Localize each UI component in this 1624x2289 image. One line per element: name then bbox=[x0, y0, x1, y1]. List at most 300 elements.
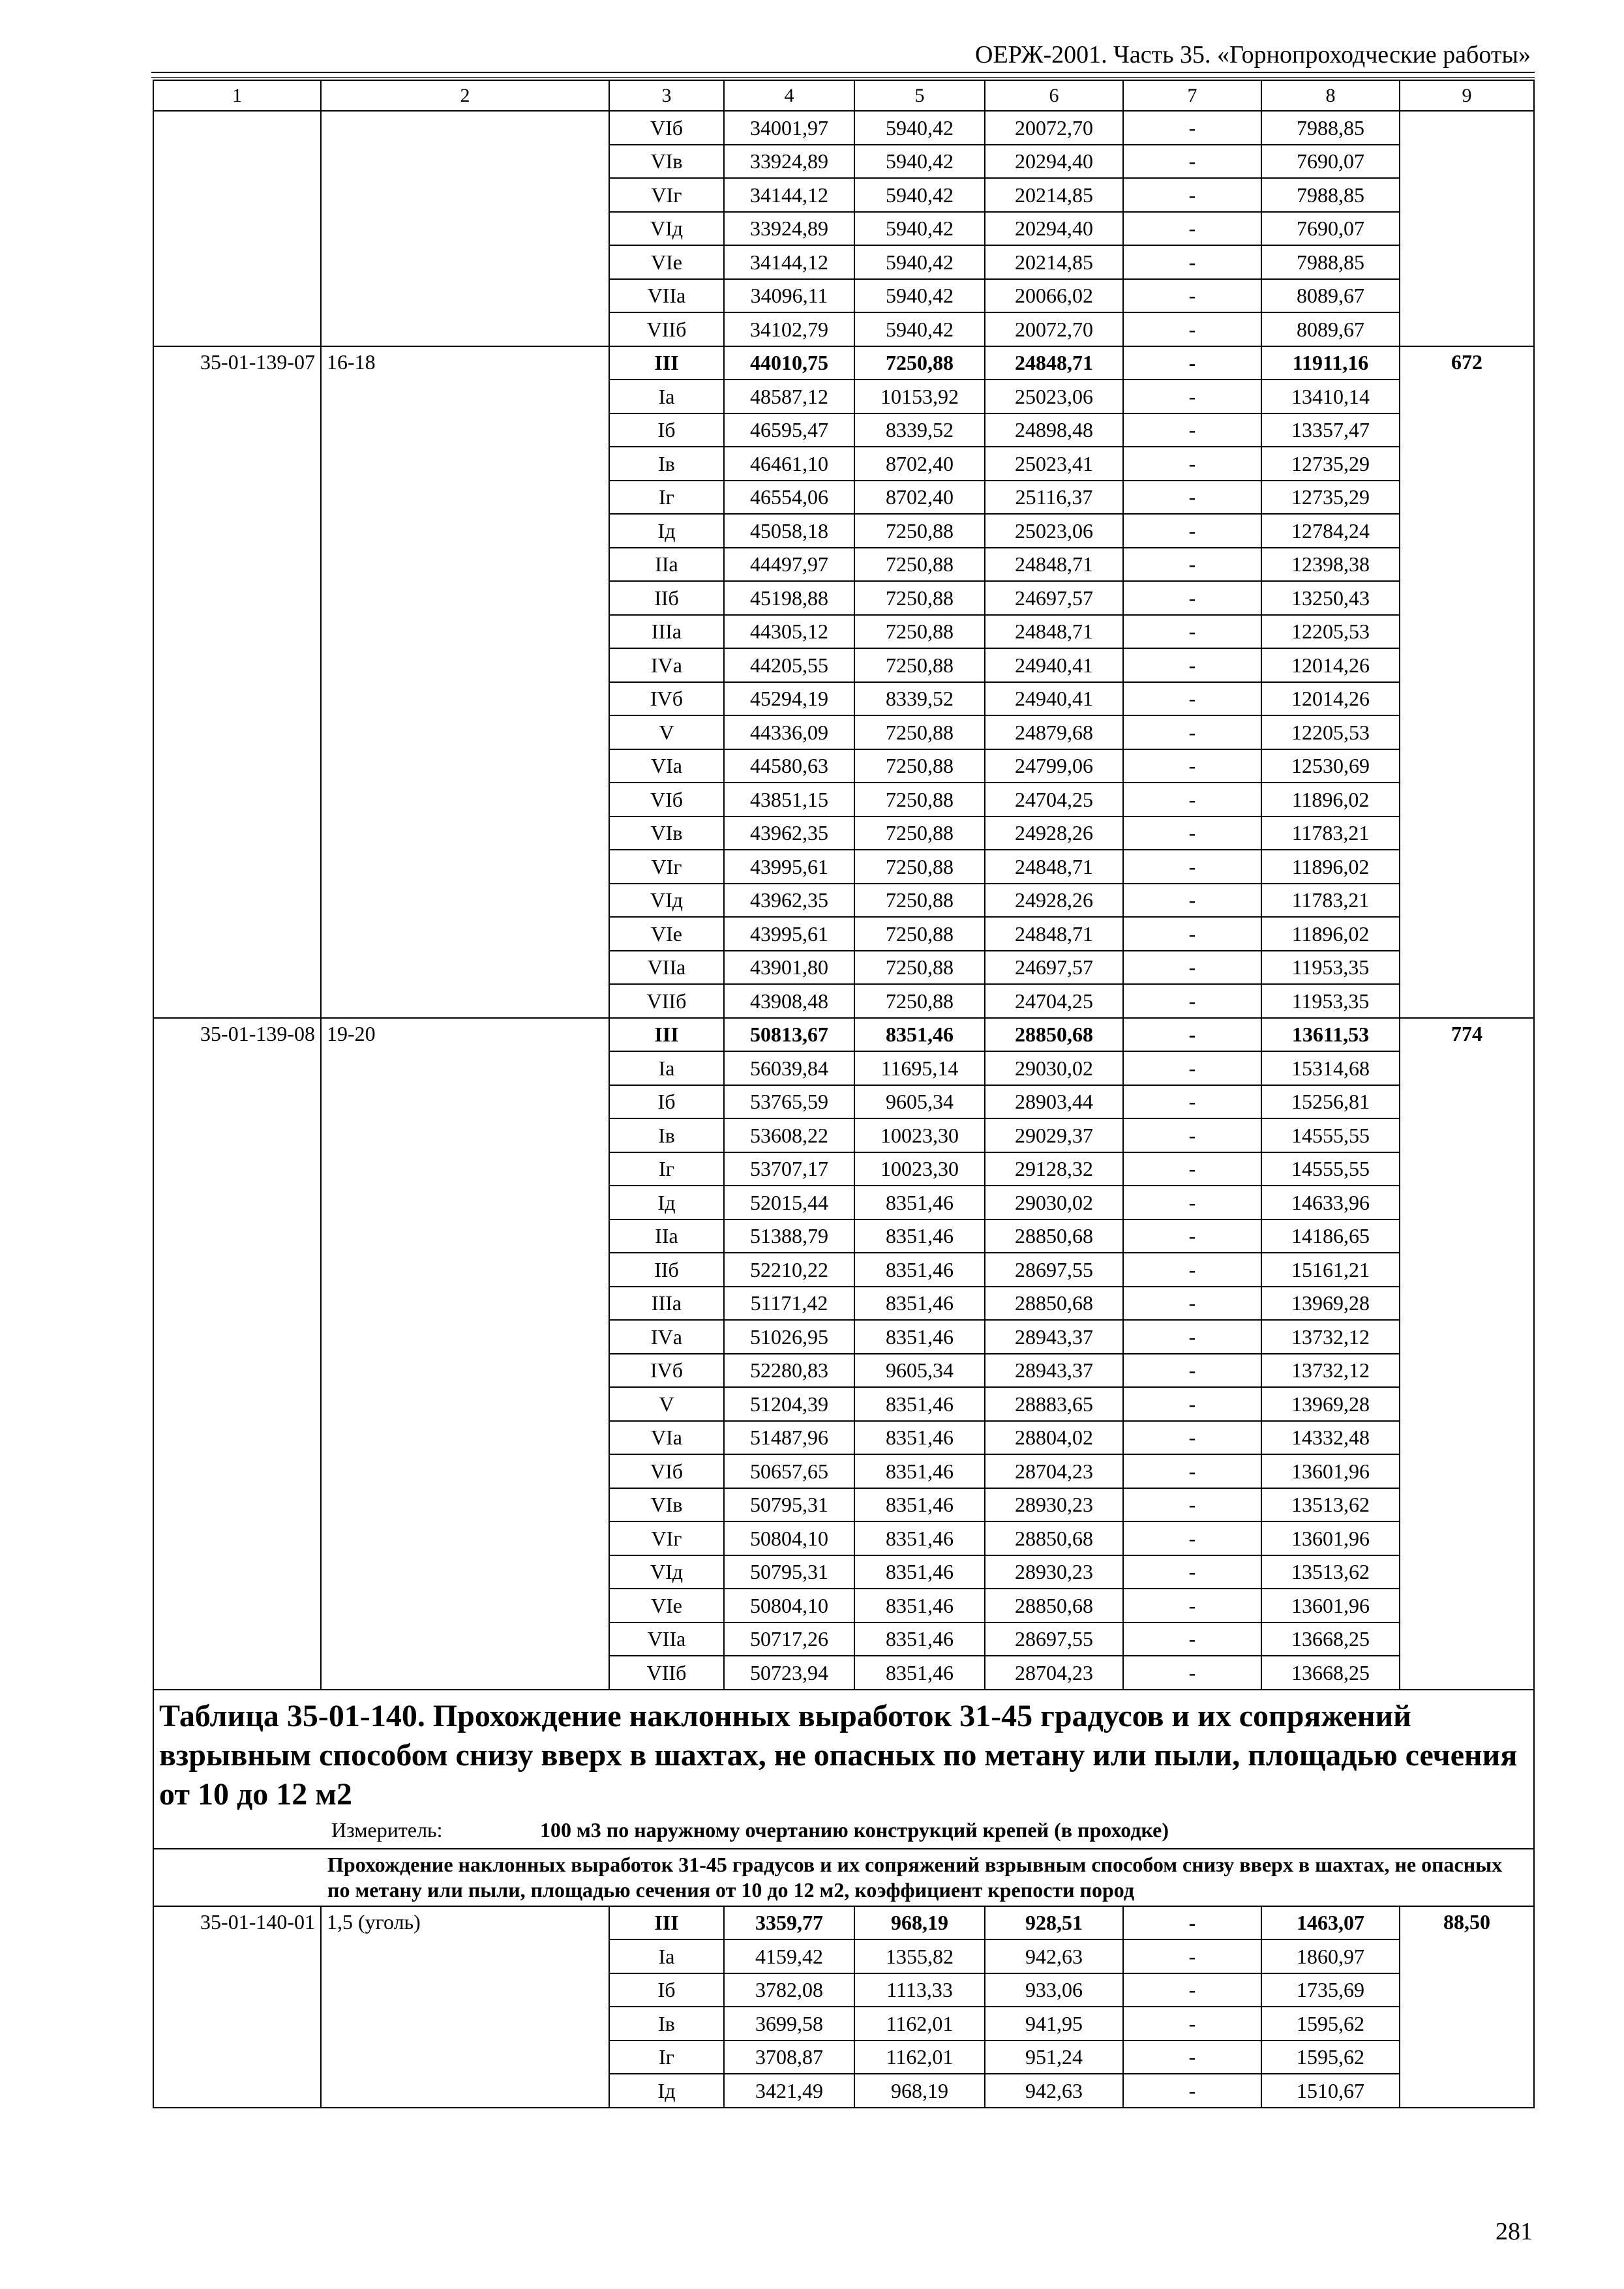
value-cell: 5940,42 bbox=[854, 212, 985, 246]
value-cell: 5940,42 bbox=[854, 178, 985, 212]
column-number: 3 bbox=[609, 80, 724, 111]
region-cell: V bbox=[609, 1387, 724, 1421]
value-cell: - bbox=[1123, 1018, 1261, 1052]
value-cell: 50717,26 bbox=[724, 1623, 854, 1656]
value-cell: 53608,22 bbox=[724, 1118, 854, 1152]
value-cell: - bbox=[1123, 715, 1261, 749]
value-cell: - bbox=[1123, 1287, 1261, 1321]
value-cell: 25023,06 bbox=[985, 514, 1123, 548]
value-cell: - bbox=[1123, 783, 1261, 816]
value-cell: 43962,35 bbox=[724, 816, 854, 850]
value-cell: 933,06 bbox=[985, 1973, 1123, 2007]
price-table bbox=[153, 80, 1535, 2108]
value-cell: 7250,88 bbox=[854, 514, 985, 548]
region-cell: VIIа bbox=[609, 1623, 724, 1656]
value-cell: 3782,08 bbox=[724, 1973, 854, 2007]
value-cell: 8351,46 bbox=[854, 1320, 985, 1354]
value-cell: 24848,71 bbox=[985, 917, 1123, 951]
region-cell: Iв bbox=[609, 1118, 724, 1152]
region-cell: IIа bbox=[609, 1219, 724, 1253]
value-cell: 11896,02 bbox=[1261, 783, 1400, 816]
measure-label: Измеритель: bbox=[331, 1818, 443, 1842]
value-cell: 25023,06 bbox=[985, 380, 1123, 413]
value-cell: 11911,16 bbox=[1261, 346, 1400, 380]
value-cell: 11953,35 bbox=[1261, 951, 1400, 985]
value-cell: 14332,48 bbox=[1261, 1421, 1400, 1455]
value-cell: - bbox=[1123, 749, 1261, 783]
value-cell: 13969,28 bbox=[1261, 1287, 1400, 1321]
rock-condition bbox=[321, 111, 609, 346]
value-cell: 46461,10 bbox=[724, 447, 854, 481]
region-cell: IIIа bbox=[609, 1287, 724, 1321]
value-cell: 28883,65 bbox=[985, 1387, 1123, 1421]
value-cell: 8351,46 bbox=[854, 1186, 985, 1219]
value-cell: 13969,28 bbox=[1261, 1387, 1400, 1421]
value-cell: 7988,85 bbox=[1261, 111, 1400, 145]
value-cell: 24704,25 bbox=[985, 984, 1123, 1018]
value-cell: 44336,09 bbox=[724, 715, 854, 749]
value-cell: 942,63 bbox=[985, 2074, 1123, 2108]
value-cell: 20072,70 bbox=[985, 111, 1123, 145]
value-cell: - bbox=[1123, 984, 1261, 1018]
region-cell: VIб bbox=[609, 111, 724, 145]
value-cell: 44010,75 bbox=[724, 346, 854, 380]
region-cell: VIв bbox=[609, 1488, 724, 1522]
value-cell: 7250,88 bbox=[854, 715, 985, 749]
value-cell: 24848,71 bbox=[985, 850, 1123, 884]
value-cell: 34102,79 bbox=[724, 312, 854, 346]
value-cell: 11953,35 bbox=[1261, 984, 1400, 1018]
rock-condition: 1,5 (уголь) bbox=[321, 1906, 609, 2108]
value-cell: 8351,46 bbox=[854, 1018, 985, 1052]
value-cell: 10023,30 bbox=[854, 1118, 985, 1152]
value-cell: 12530,69 bbox=[1261, 749, 1400, 783]
value-cell: 14555,55 bbox=[1261, 1118, 1400, 1152]
value-cell: 13357,47 bbox=[1261, 413, 1400, 447]
region-cell: Iа bbox=[609, 1051, 724, 1085]
value-cell: 13513,62 bbox=[1261, 1555, 1400, 1589]
value-cell: 941,95 bbox=[985, 2007, 1123, 2041]
value-cell: 8351,46 bbox=[854, 1656, 985, 1690]
value-cell: - bbox=[1123, 1521, 1261, 1555]
value-cell: 50795,31 bbox=[724, 1488, 854, 1522]
value-cell: 1860,97 bbox=[1261, 1939, 1400, 1973]
rate-code: 35-01-139-08 bbox=[153, 1018, 321, 1690]
region-cell: VIб bbox=[609, 1454, 724, 1488]
value-cell: 34144,12 bbox=[724, 245, 854, 279]
value-cell: 8351,46 bbox=[854, 1219, 985, 1253]
price-cell: 88,50 bbox=[1400, 1906, 1534, 2108]
value-cell: 7250,88 bbox=[854, 346, 985, 380]
value-cell: 34144,12 bbox=[724, 178, 854, 212]
table-title: Таблица 35-01-140. Прохождение наклонных выработок 31-45 градусов и их сопряжений взрывным способом снизу вверх в шахтах, не опасных по метану или пыли, площадью сечения от 10 до 12 м2 bbox=[159, 1698, 1518, 1812]
value-cell: 7250,88 bbox=[854, 816, 985, 850]
value-cell: 12014,26 bbox=[1261, 682, 1400, 716]
value-cell: 3708,87 bbox=[724, 2041, 854, 2074]
value-cell: 24928,26 bbox=[985, 884, 1123, 918]
value-cell: 52210,22 bbox=[724, 1253, 854, 1287]
value-cell: 8351,46 bbox=[854, 1253, 985, 1287]
region-cell: VIд bbox=[609, 884, 724, 918]
value-cell: 28850,68 bbox=[985, 1018, 1123, 1052]
value-cell: 4159,42 bbox=[724, 1939, 854, 1973]
value-cell: 8339,52 bbox=[854, 682, 985, 716]
value-cell: 12205,53 bbox=[1261, 615, 1400, 649]
value-cell: 28850,68 bbox=[985, 1287, 1123, 1321]
value-cell: 8351,46 bbox=[854, 1387, 985, 1421]
value-cell: 13250,43 bbox=[1261, 581, 1400, 615]
price-cell: 672 bbox=[1400, 346, 1534, 1018]
value-cell: - bbox=[1123, 245, 1261, 279]
value-cell: 8089,67 bbox=[1261, 279, 1400, 313]
value-cell: 8351,46 bbox=[854, 1287, 985, 1321]
value-cell: 28850,68 bbox=[985, 1219, 1123, 1253]
value-cell: 8351,46 bbox=[854, 1521, 985, 1555]
value-cell: 951,24 bbox=[985, 2041, 1123, 2074]
value-cell: 24697,57 bbox=[985, 581, 1123, 615]
value-cell: - bbox=[1123, 1118, 1261, 1152]
price-table-body bbox=[153, 80, 1534, 2108]
region-cell: VIг bbox=[609, 178, 724, 212]
value-cell: 20214,85 bbox=[985, 178, 1123, 212]
value-cell: 8702,40 bbox=[854, 447, 985, 481]
region-cell: IIб bbox=[609, 581, 724, 615]
value-cell: - bbox=[1123, 884, 1261, 918]
value-cell: 28943,37 bbox=[985, 1354, 1123, 1388]
column-number: 4 bbox=[724, 80, 854, 111]
running-header-title: ОЕРЖ-2001. Часть 35. «Горнопроходческие работы» bbox=[975, 41, 1531, 68]
value-cell: 7250,88 bbox=[854, 884, 985, 918]
measure-line bbox=[159, 1816, 1528, 1844]
value-cell: 9605,34 bbox=[854, 1085, 985, 1119]
region-cell: VIд bbox=[609, 1555, 724, 1589]
value-cell: - bbox=[1123, 1186, 1261, 1219]
value-cell: 51388,79 bbox=[724, 1219, 854, 1253]
value-cell: 3359,77 bbox=[724, 1906, 854, 1940]
value-cell: 7250,88 bbox=[854, 951, 985, 985]
table-row bbox=[153, 111, 1534, 145]
value-cell: 24928,26 bbox=[985, 816, 1123, 850]
value-cell: 12205,53 bbox=[1261, 715, 1400, 749]
value-cell: 3699,58 bbox=[724, 2007, 854, 2041]
value-cell: 24848,71 bbox=[985, 346, 1123, 380]
value-cell: - bbox=[1123, 1973, 1261, 2007]
value-cell: 10153,92 bbox=[854, 380, 985, 413]
value-cell: 44497,97 bbox=[724, 548, 854, 582]
value-cell: 7250,88 bbox=[854, 850, 985, 884]
value-cell: 53707,17 bbox=[724, 1152, 854, 1186]
value-cell: 8351,46 bbox=[854, 1454, 985, 1488]
value-cell: - bbox=[1123, 850, 1261, 884]
value-cell: 44205,55 bbox=[724, 648, 854, 682]
column-number-row bbox=[153, 80, 1534, 111]
region-cell: IVа bbox=[609, 1320, 724, 1354]
value-cell: 24697,57 bbox=[985, 951, 1123, 985]
value-cell: 29128,32 bbox=[985, 1152, 1123, 1186]
running-header bbox=[151, 38, 1535, 73]
value-cell: 28704,23 bbox=[985, 1656, 1123, 1690]
value-cell: 7250,88 bbox=[854, 783, 985, 816]
region-cell: Iд bbox=[609, 2074, 724, 2108]
value-cell: 968,19 bbox=[854, 2074, 985, 2108]
value-cell: 14555,55 bbox=[1261, 1152, 1400, 1186]
value-cell: 44305,12 bbox=[724, 615, 854, 649]
region-cell: Iб bbox=[609, 413, 724, 447]
value-cell: - bbox=[1123, 447, 1261, 481]
description-row bbox=[153, 1849, 1534, 1906]
value-cell: 51487,96 bbox=[724, 1421, 854, 1455]
value-cell: 25116,37 bbox=[985, 481, 1123, 515]
value-cell: 24879,68 bbox=[985, 715, 1123, 749]
value-cell: 43908,48 bbox=[724, 984, 854, 1018]
value-cell: 28704,23 bbox=[985, 1454, 1123, 1488]
region-cell: VIе bbox=[609, 917, 724, 951]
value-cell: 5940,42 bbox=[854, 312, 985, 346]
value-cell: 28943,37 bbox=[985, 1320, 1123, 1354]
value-cell: - bbox=[1123, 111, 1261, 145]
region-cell: Iб bbox=[609, 1085, 724, 1119]
value-cell: - bbox=[1123, 1488, 1261, 1522]
price-cell: 774 bbox=[1400, 1018, 1534, 1690]
rate-code: 35-01-140-01 bbox=[153, 1906, 321, 2108]
region-cell: IIа bbox=[609, 548, 724, 582]
value-cell: 15256,81 bbox=[1261, 1085, 1400, 1119]
region-cell: V bbox=[609, 715, 724, 749]
page-number: 281 bbox=[1496, 2218, 1533, 2245]
region-cell: VIIб bbox=[609, 984, 724, 1018]
value-cell: - bbox=[1123, 951, 1261, 985]
column-number: 7 bbox=[1123, 80, 1261, 111]
value-cell: 29030,02 bbox=[985, 1186, 1123, 1219]
region-cell: VIIа bbox=[609, 279, 724, 313]
value-cell: 1463,07 bbox=[1261, 1906, 1400, 1940]
value-cell: 20066,02 bbox=[985, 279, 1123, 313]
value-cell: 13601,96 bbox=[1261, 1454, 1400, 1488]
region-cell: VIд bbox=[609, 212, 724, 246]
value-cell: 28850,68 bbox=[985, 1521, 1123, 1555]
column-number: 1 bbox=[153, 80, 321, 111]
value-cell: 43901,80 bbox=[724, 951, 854, 985]
value-cell: 13601,96 bbox=[1261, 1589, 1400, 1623]
rock-condition: 19-20 bbox=[321, 1018, 609, 1690]
value-cell: - bbox=[1123, 2007, 1261, 2041]
value-cell: - bbox=[1123, 380, 1261, 413]
value-cell: 24799,06 bbox=[985, 749, 1123, 783]
value-cell: 8089,67 bbox=[1261, 312, 1400, 346]
value-cell: - bbox=[1123, 1085, 1261, 1119]
value-cell: 13410,14 bbox=[1261, 380, 1400, 413]
value-cell: 24898,48 bbox=[985, 413, 1123, 447]
table-row bbox=[153, 1906, 1534, 1940]
value-cell: 20214,85 bbox=[985, 245, 1123, 279]
value-cell: 11896,02 bbox=[1261, 850, 1400, 884]
region-cell: Iв bbox=[609, 447, 724, 481]
region-cell: IIIа bbox=[609, 615, 724, 649]
description-spacer bbox=[153, 1849, 321, 1906]
value-cell: 28804,02 bbox=[985, 1421, 1123, 1455]
value-cell: 13668,25 bbox=[1261, 1656, 1400, 1690]
value-cell: 9605,34 bbox=[854, 1354, 985, 1388]
value-cell: - bbox=[1123, 481, 1261, 515]
value-cell: 1113,33 bbox=[854, 1973, 985, 2007]
value-cell: 43962,35 bbox=[724, 884, 854, 918]
table-title-block bbox=[153, 1690, 1534, 1849]
column-number: 9 bbox=[1400, 80, 1534, 111]
value-cell: 52015,44 bbox=[724, 1186, 854, 1219]
value-cell: 10023,30 bbox=[854, 1152, 985, 1186]
value-cell: 13668,25 bbox=[1261, 1623, 1400, 1656]
value-cell: 7250,88 bbox=[854, 581, 985, 615]
value-cell: 1595,62 bbox=[1261, 2007, 1400, 2041]
rock-condition: 16-18 bbox=[321, 346, 609, 1018]
value-cell: 1595,62 bbox=[1261, 2041, 1400, 2074]
value-cell: 20294,40 bbox=[985, 212, 1123, 246]
table-row bbox=[153, 1018, 1534, 1052]
value-cell: 7988,85 bbox=[1261, 178, 1400, 212]
value-cell: 8351,46 bbox=[854, 1555, 985, 1589]
value-cell: 7690,07 bbox=[1261, 212, 1400, 246]
column-number: 6 bbox=[985, 80, 1123, 111]
value-cell: 50804,10 bbox=[724, 1589, 854, 1623]
value-cell: 1162,01 bbox=[854, 2007, 985, 2041]
value-cell: 13732,12 bbox=[1261, 1354, 1400, 1388]
rate-code bbox=[153, 111, 321, 346]
value-cell: 29029,37 bbox=[985, 1118, 1123, 1152]
value-cell: 11695,14 bbox=[854, 1051, 985, 1085]
value-cell: - bbox=[1123, 1152, 1261, 1186]
value-cell: 5940,42 bbox=[854, 145, 985, 179]
value-cell: 5940,42 bbox=[854, 245, 985, 279]
value-cell: - bbox=[1123, 1051, 1261, 1085]
value-cell: 7250,88 bbox=[854, 548, 985, 582]
column-number: 8 bbox=[1261, 80, 1400, 111]
value-cell: 8702,40 bbox=[854, 481, 985, 515]
value-cell: 13513,62 bbox=[1261, 1488, 1400, 1522]
work-description: Прохождение наклонных выработок 31-45 градусов и их сопряжений взрывным способом снизу вверх в шахтах, не опасных по метану или пыли, площадью сечения от 10 до 12 м2, коэффициент крепости пород bbox=[321, 1849, 1534, 1906]
value-cell: - bbox=[1123, 1623, 1261, 1656]
region-cell: VIв bbox=[609, 145, 724, 179]
region-cell: VIIа bbox=[609, 951, 724, 985]
value-cell: 8351,46 bbox=[854, 1623, 985, 1656]
region-cell: Iд bbox=[609, 1186, 724, 1219]
value-cell: 12014,26 bbox=[1261, 648, 1400, 682]
value-cell: - bbox=[1123, 548, 1261, 582]
table-row bbox=[153, 346, 1534, 380]
value-cell: - bbox=[1123, 615, 1261, 649]
value-cell: 43851,15 bbox=[724, 783, 854, 816]
value-cell: - bbox=[1123, 1320, 1261, 1354]
value-cell: 1735,69 bbox=[1261, 1973, 1400, 2007]
value-cell: - bbox=[1123, 2074, 1261, 2108]
value-cell: - bbox=[1123, 178, 1261, 212]
value-cell: 51171,42 bbox=[724, 1287, 854, 1321]
region-cell: VIа bbox=[609, 749, 724, 783]
value-cell: 50813,67 bbox=[724, 1018, 854, 1052]
region-cell: Iг bbox=[609, 2041, 724, 2074]
value-cell: 28697,55 bbox=[985, 1623, 1123, 1656]
value-cell: - bbox=[1123, 917, 1261, 951]
value-cell: 28930,23 bbox=[985, 1488, 1123, 1522]
value-cell: - bbox=[1123, 1906, 1261, 1940]
value-cell: 53765,59 bbox=[724, 1085, 854, 1119]
value-cell: 28697,55 bbox=[985, 1253, 1123, 1287]
value-cell: 43995,61 bbox=[724, 850, 854, 884]
region-cell: VIа bbox=[609, 1421, 724, 1455]
region-cell: Iа bbox=[609, 380, 724, 413]
value-cell: 14633,96 bbox=[1261, 1186, 1400, 1219]
value-cell: 48587,12 bbox=[724, 380, 854, 413]
value-cell: - bbox=[1123, 648, 1261, 682]
value-cell: 1510,67 bbox=[1261, 2074, 1400, 2108]
region-cell: IVа bbox=[609, 648, 724, 682]
value-cell: 51026,95 bbox=[724, 1320, 854, 1354]
value-cell: 11783,21 bbox=[1261, 884, 1400, 918]
value-cell: - bbox=[1123, 1219, 1261, 1253]
table-title-row bbox=[153, 1690, 1534, 1849]
value-cell: 8351,46 bbox=[854, 1488, 985, 1522]
value-cell: - bbox=[1123, 682, 1261, 716]
measure-value: 100 м3 по наружному очертанию конструкций крепей (в проходке) bbox=[540, 1818, 1169, 1842]
value-cell: 56039,84 bbox=[724, 1051, 854, 1085]
region-cell: IIб bbox=[609, 1253, 724, 1287]
region-cell: IVб bbox=[609, 1354, 724, 1388]
value-cell: - bbox=[1123, 145, 1261, 179]
region-cell: VIе bbox=[609, 245, 724, 279]
value-cell: - bbox=[1123, 1421, 1261, 1455]
value-cell: 50657,65 bbox=[724, 1454, 854, 1488]
value-cell: 34096,11 bbox=[724, 279, 854, 313]
value-cell: 1162,01 bbox=[854, 2041, 985, 2074]
value-cell: 25023,41 bbox=[985, 447, 1123, 481]
value-cell: 43995,61 bbox=[724, 917, 854, 951]
value-cell: 3421,49 bbox=[724, 2074, 854, 2108]
region-cell: VIб bbox=[609, 783, 724, 816]
value-cell: 8351,46 bbox=[854, 1421, 985, 1455]
value-cell: 13601,96 bbox=[1261, 1521, 1400, 1555]
price-cell bbox=[1400, 111, 1534, 346]
value-cell: 8351,46 bbox=[854, 1589, 985, 1623]
region-cell: III bbox=[609, 346, 724, 380]
value-cell: 942,63 bbox=[985, 1939, 1123, 1973]
value-cell: - bbox=[1123, 581, 1261, 615]
value-cell: - bbox=[1123, 2041, 1261, 2074]
value-cell: 51204,39 bbox=[724, 1387, 854, 1421]
value-cell: 28903,44 bbox=[985, 1085, 1123, 1119]
value-cell: - bbox=[1123, 1656, 1261, 1690]
value-cell: - bbox=[1123, 1387, 1261, 1421]
value-cell: 33924,89 bbox=[724, 145, 854, 179]
value-cell: 50804,10 bbox=[724, 1521, 854, 1555]
value-cell: 12398,38 bbox=[1261, 548, 1400, 582]
value-cell: 15314,68 bbox=[1261, 1051, 1400, 1085]
value-cell: - bbox=[1123, 212, 1261, 246]
value-cell: - bbox=[1123, 346, 1261, 380]
value-cell: 7250,88 bbox=[854, 648, 985, 682]
value-cell: - bbox=[1123, 1939, 1261, 1973]
region-cell: VIг bbox=[609, 1521, 724, 1555]
value-cell: 1355,82 bbox=[854, 1939, 985, 1973]
column-number: 5 bbox=[854, 80, 985, 111]
value-cell: 28850,68 bbox=[985, 1589, 1123, 1623]
value-cell: 24940,41 bbox=[985, 682, 1123, 716]
value-cell: 14186,65 bbox=[1261, 1219, 1400, 1253]
value-cell: 44580,63 bbox=[724, 749, 854, 783]
value-cell: 7250,88 bbox=[854, 917, 985, 951]
region-cell: Iа bbox=[609, 1939, 724, 1973]
value-cell: 15161,21 bbox=[1261, 1253, 1400, 1287]
value-cell: 5940,42 bbox=[854, 279, 985, 313]
value-cell: 20072,70 bbox=[985, 312, 1123, 346]
